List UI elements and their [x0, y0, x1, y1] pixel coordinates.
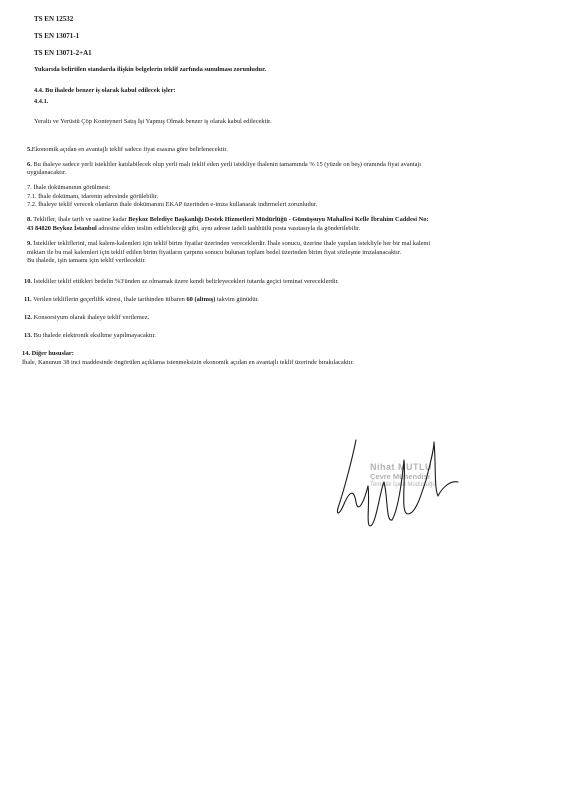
section-text: Bu ihaleye sadece yerli istekliler katılabilecek olup yerli malı teklif eden yerli istekliye ihalenin tamamında % 15 (yüzde on beş) oranında fiyat avantajı	[33, 161, 421, 168]
section-8-line1	[27, 216, 429, 224]
section-number: 10.	[24, 278, 32, 285]
section-text: Konsorsiyum olarak ihaleye teklif verilemez.	[33, 314, 150, 321]
section-6-line1	[27, 161, 421, 169]
address-text: 43 84820 Beykoz İstanbul	[27, 225, 97, 232]
standard-item: TS EN 12532	[34, 15, 74, 23]
section-13	[24, 332, 156, 340]
section-9-line2: miktarı ile bu mal kalemleri için teklif edilen birim fiyatların çarpımı sonucu bulunan toplam bedel üzerinden birim fiyat sözleşme imzalanacaktır.	[27, 249, 402, 256]
section-9-line3: Bu ihalede, işin tamamı için teklif verilecektir.	[27, 257, 146, 264]
section-text: adresine elden teslim edilebileceği gibi, aynı adrese iadeli taahhütlü posta vasıtasıyla da gönderilebilir.	[98, 225, 361, 232]
section-text: Ekonomik açıdan en avantajlı teklif sadece fiyat esasına göre belirlenecektir.	[31, 146, 228, 153]
section-4-4-1-text: Yeraltı ve Yerüstü Çöp Konteyneri Satış İşi Yapmış Olmak benzer iş olarak kabul edilecektir.	[34, 118, 272, 125]
section-6-line2: uygulanacaktır.	[27, 169, 67, 176]
section-9-line1	[27, 240, 430, 248]
section-14-heading: 14. Diğer hususlar:	[22, 350, 74, 357]
section-7-heading: 7. İhale dokümanının görülmesi:	[27, 184, 111, 191]
section-number: 12.	[24, 314, 32, 321]
section-10	[24, 278, 339, 286]
section-number: 11.	[24, 296, 32, 303]
section-number: 13.	[24, 332, 32, 339]
section-4-4-heading: 4.4. Bu ihalede benzer iş olarak kabul edilecek işler:	[34, 87, 176, 94]
stamp-title: Çevre Mühendisi	[370, 472, 431, 481]
section-14-text: İhale, Kanunun 38 inci maddesinde öngörülen açıklama istenmeksizin ekonomik açıdan en avantajlı teklif üzerinde bırakılacaktır.	[22, 359, 354, 366]
section-text: takvim günüdür.	[217, 296, 259, 303]
stamp-name: Nihat MUTLU	[370, 462, 432, 472]
standards-note: Yukarıda belirtilen standarda ilişkin belgelerin teklif zarfında sunulması zorunludur.	[34, 66, 266, 73]
standard-item: TS EN 13071-2+A1	[34, 49, 92, 57]
validity-period: 60 (altmış)	[186, 296, 216, 303]
section-5	[27, 146, 228, 154]
section-text: Verilen tekliflerin geçerlilik süresi, ihale tarihinden itibaren	[33, 296, 185, 303]
section-number: 8.	[27, 216, 32, 223]
section-7-2: 7.2. İhaleye teklif verecek olanların ihale dokümanını EKAP üzerinden e-imza kullanarak indirmeleri zorunludur.	[27, 201, 318, 208]
section-number: 9.	[27, 240, 32, 247]
section-text: Teklifler, ihale tarih ve saatine kadar	[33, 216, 127, 223]
section-8-line2	[27, 225, 360, 233]
section-number: 5.	[27, 146, 32, 153]
section-text: Bu ihalede elektronik eksiltme yapılmayacaktır.	[33, 332, 156, 339]
section-12	[24, 314, 149, 322]
standard-item: TS EN 13071-1	[34, 32, 80, 40]
section-text: İstekliler teklif ettikleri bedelin %3'ünden az olmamak üzere kendi belirleyecekleri tutarda geçici teminat vereceklerdir.	[33, 278, 339, 285]
section-text: İstekliler tekliflerini, mal kalem-kalemleri için teklif birim fiyatlar üzerinden vereceklerdir. İhale sonucu, üzerine ihale yapılan istekliyle her bir mal kalemi	[33, 240, 431, 247]
signature	[330, 430, 490, 540]
section-11	[24, 296, 259, 304]
address-text: Beykoz Belediye Başkanlığı Destek Hizmetleri Müdürlüğü - Gümüşsuyu Mahallesi Kelle İbrahim Caddesi No:	[128, 216, 429, 223]
section-7-1: 7.1. İhale dokümanı, idarenin adresinde görülebilir.	[27, 193, 159, 200]
stamp-unit: Temizlik İşleri Müdürlüğü	[370, 482, 436, 488]
section-4-4-1-heading: 4.4.1.	[34, 98, 49, 105]
section-number: 6.	[27, 161, 32, 168]
